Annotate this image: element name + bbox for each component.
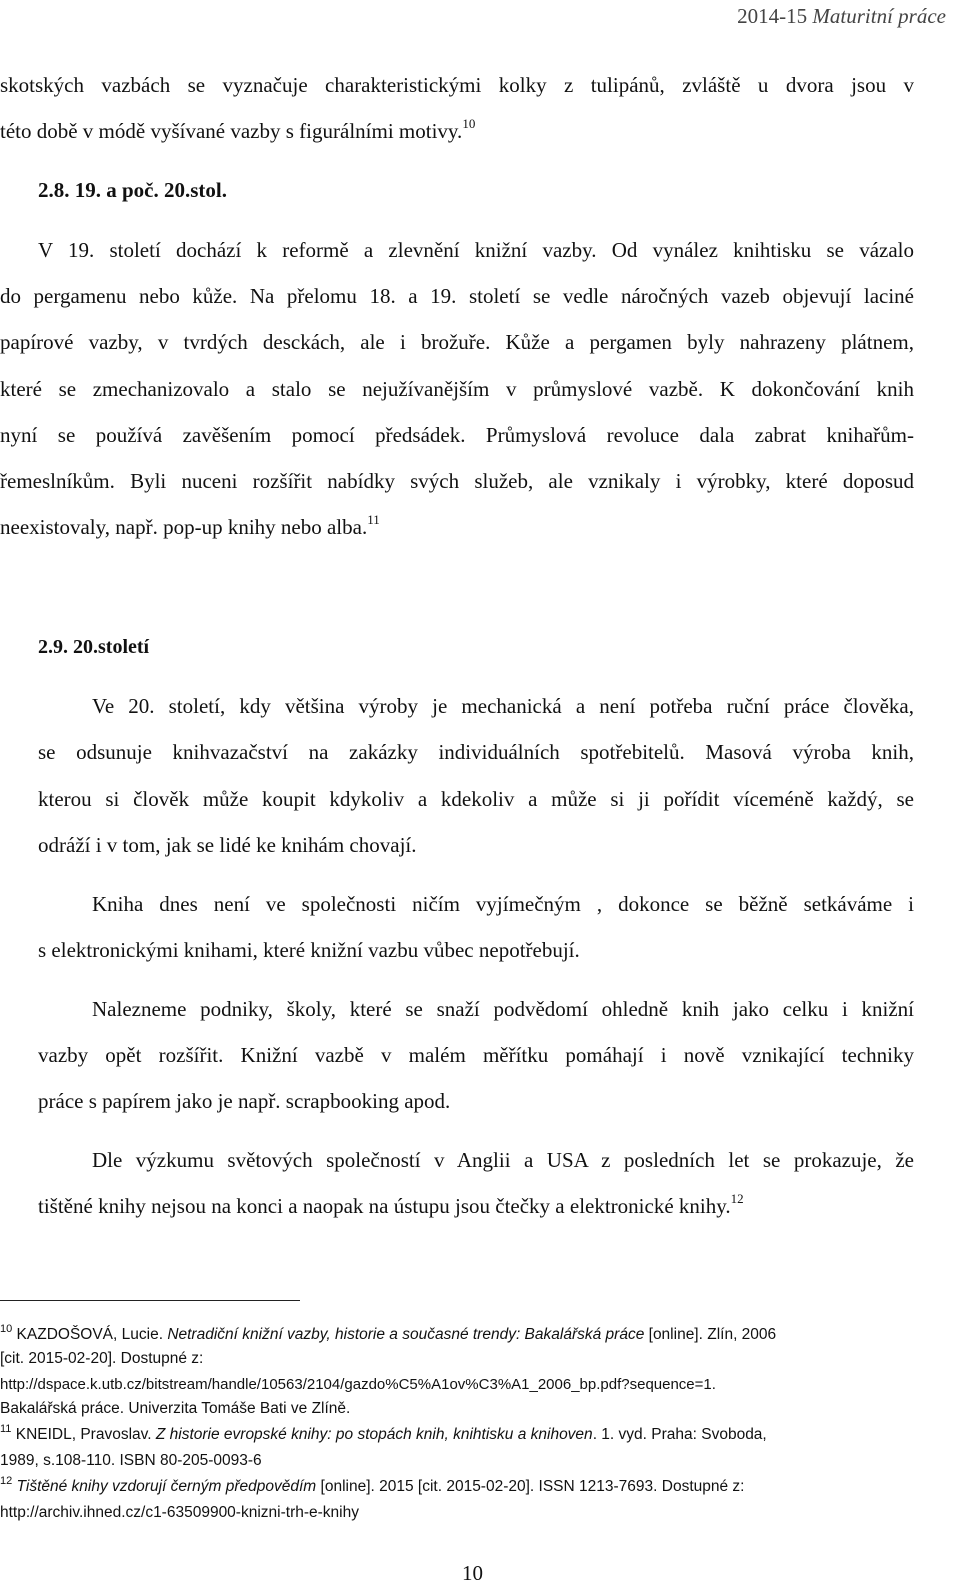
footnote-ref-10: 10 [462,116,476,131]
body-line: Ve 20. století, kdy většina výroby je mechanická a není potřeba ruční práce člověka, [92,694,914,718]
footnote-number: 10 [0,1323,13,1335]
body-line: se odsunuje knihvazačství na zakázky individuálních spotřebitelů. Masová výroba knih, [38,740,914,764]
section-heading-2-8: 2.8. 19. a poč. 20.stol. [38,178,227,202]
body-line [38,1191,744,1218]
body-line: nyní se používá zavěšením pomocí předsádek. Průmyslová revoluce dala zabrat knihařům- [0,423,914,447]
body-line-text: této době v módě vyšívané vazby s figurálními motivy. [0,119,463,143]
body-line: papírové vazby, v tvrdých desckách, ale i brožuře. Kůže a pergamen byly nahrazeny plátnem, [0,330,914,354]
footnote-text: KAZDOŠOVÁ, Lucie. [12,1326,168,1343]
body-line: Kniha dnes není ve společnosti ničím vyjímečným , dokonce se běžně setkáváme i [92,892,914,916]
body-line: řemeslníkům. Byli nuceni rozšířit nabídky svých služeb, ale vznikaly i výrobky, které doposud [0,469,914,493]
footnote-10 [0,1323,777,1343]
footnote-title: Netradiční knižní vazby, historie a současné trendy: Bakalářská práce [167,1326,645,1343]
body-line [0,512,380,539]
footnote-separator [0,1300,300,1301]
footnote-text: . 1. vyd. Praha: Svoboda, [592,1426,767,1443]
body-line: Dle výzkumu světových společností v Anglii a USA z posledních let se prokazuje, že [92,1148,914,1172]
body-line: kterou si člověk může koupit kdykoliv a kdekoliv a může si ji pořídit víceméně každý, se [38,787,914,811]
header-title: Maturitní práce [807,4,946,28]
footnote-11 [0,1423,767,1443]
footnote-text: [online]. Zlín, 2006 [644,1326,777,1343]
footnote-number: 12 [0,1475,13,1487]
footnote-number: 11 [0,1423,12,1435]
body-line: s elektronickými knihami, které knižní vazbu vůbec nepotřebují. [38,938,580,962]
footnote-link[interactable]: http://dspace.k.utb.cz/bitstream/handle/10563/2104/gazdo%C5%A1ov%C3%A1_2006_bp.pdf?sequence=1. [0,1376,716,1393]
footnote-line: 1989, s.108-110. ISBN 80-205-0093-6 [0,1452,262,1469]
section-heading-2-9: 2.9. 20.století [38,636,150,658]
body-line-text: neexistovaly, např. pop-up knihy nebo alba. [0,515,368,539]
body-line: které se zmechanizovalo a stalo se nejužívanějším v průmyslové vazbě. K dokončování knih [0,377,914,401]
footnote-title: Z historie evropské knihy: po stopách knih, knihtisku a knihoven [155,1426,593,1443]
footnote-title: Tištěné knihy vzdorují černým předpovědím [12,1478,317,1495]
footnote-ref-12: 12 [730,1191,744,1206]
running-header [737,4,946,29]
body-line [0,116,476,143]
body-line: odráží i v tom, jak se lidé ke knihám chovají. [38,833,417,857]
footnote-text: [online]. 2015 [cit. 2015-02-20]. ISSN 1213-7693. Dostupné z: [316,1478,745,1495]
page-number: 10 [462,1561,483,1585]
body-line: práce s papírem jako je např. scrapbooking apod. [38,1089,451,1113]
footnote-ref-11: 11 [367,512,380,527]
body-line: do pergamenu nebo kůže. Na přelomu 18. a 19. století se vedle náročných vazeb objevují laciné [0,284,914,308]
footnote-line: [cit. 2015-02-20]. Dostupné z: [0,1350,204,1367]
header-year: 2014-15 [737,4,808,28]
body-line-text: tištěné knihy nejsou na konci a naopak na ústupu jsou čtečky a elektronické knihy. [38,1194,731,1218]
body-line: V 19. století dochází k reformě a zlevnění knižní vazby. Od vynález knihtisku se vázalo [38,238,914,262]
footnote-link[interactable]: http://archiv.ihned.cz/c1-63509900-knizni-trh-e-knihy [0,1504,359,1521]
body-line: vazby opět rozšířit. Knižní vazbě v malém měřítku pomáhají i nově vznikající techniky [38,1043,914,1067]
body-line: skotských vazbách se vyznačuje charakteristickými kolky z tulipánů, zvláště u dvora jsou v [0,73,914,97]
footnote-line: Bakalářská práce. Univerzita Tomáše Bati ve Zlíně. [0,1400,351,1417]
body-line: Nalezneme podniky, školy, které se snaží podvědomí ohledně knih jako celku i knižní [92,997,914,1021]
footnote-text: KNEIDL, Pravoslav. [11,1426,156,1443]
footnote-12 [0,1475,745,1495]
